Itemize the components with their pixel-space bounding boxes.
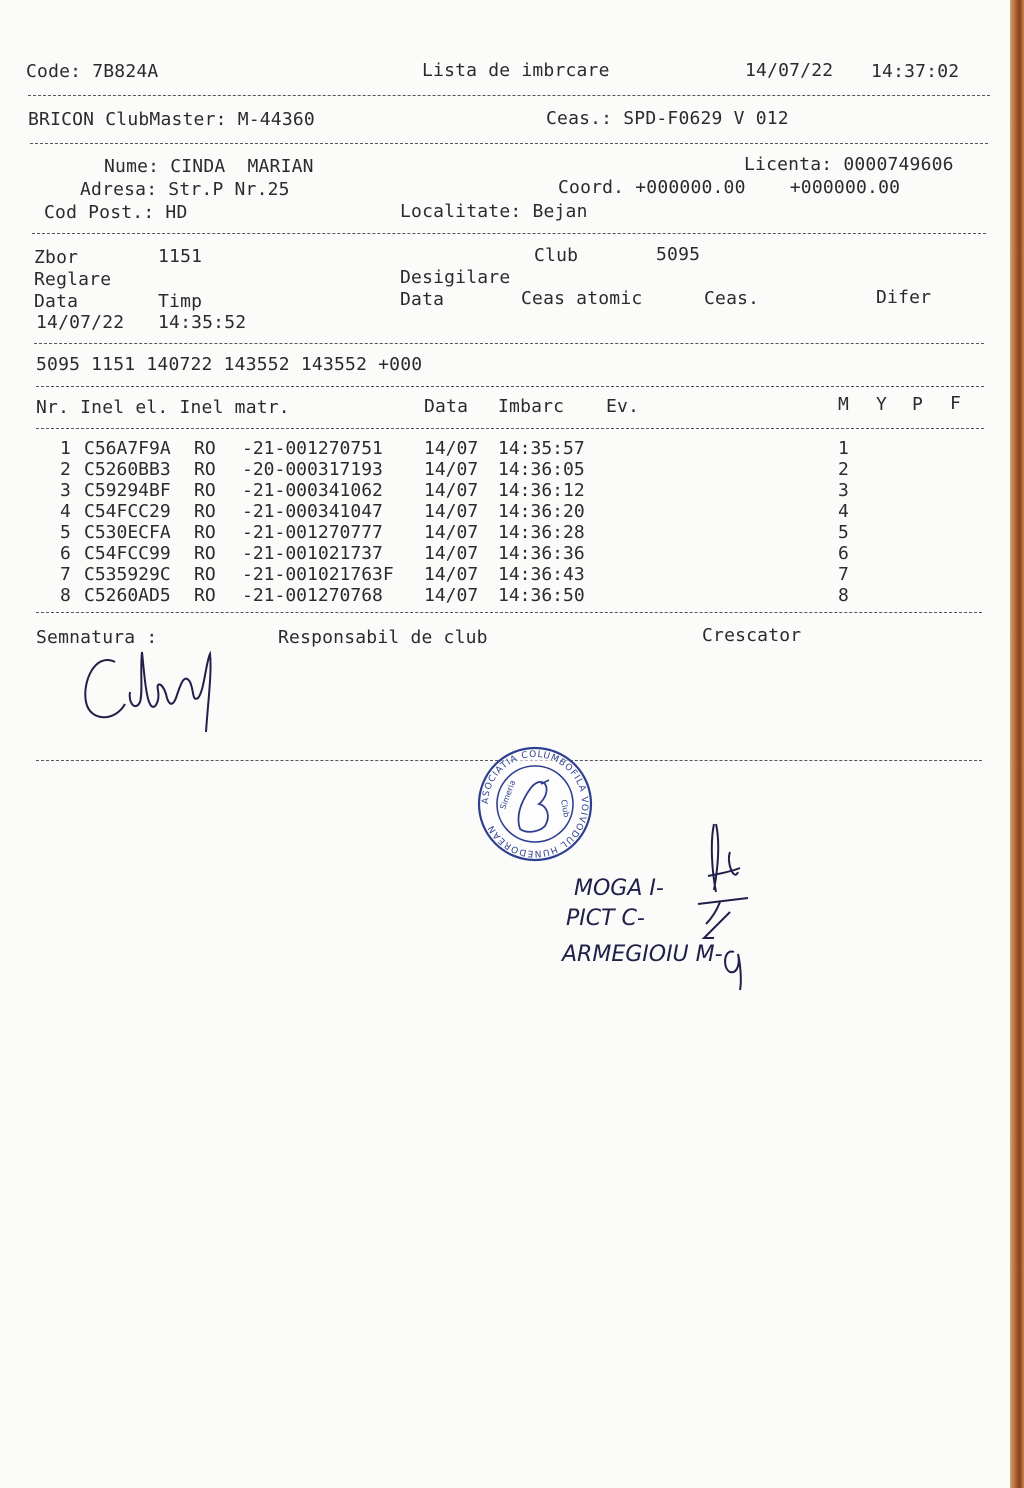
boarding-date: 14/07 [424, 543, 479, 564]
clock-column-label: Ceas. [704, 288, 760, 309]
boarding-date: 14/07 [424, 459, 479, 480]
country-code: RO [194, 564, 216, 585]
owner-postal-code: Cod Post.: HD [44, 202, 188, 223]
handwritten-name-1: MOGA I- [574, 876, 664, 901]
row-m-value: 5 [838, 522, 849, 543]
boarding-time: 14:35:57 [498, 438, 585, 459]
country-code: RO [194, 480, 216, 501]
row-m-value: 6 [838, 543, 849, 564]
reglare-time-label: Timp [158, 291, 203, 312]
row-m-value: 4 [838, 501, 849, 522]
boarding-date: 14/07 [424, 585, 479, 606]
club-stamp [475, 744, 595, 864]
electronic-ring: C59294BF [84, 480, 171, 501]
document-title: Lista de imbrcare [422, 60, 610, 81]
club-responsible-label: Responsabil de club [278, 627, 488, 648]
reglare-date-label: Data [34, 291, 79, 312]
row-m-value: 3 [838, 480, 849, 501]
boarding-time: 14:36:50 [498, 585, 585, 606]
table-header-rings: Nr. Inel el. Inel matr. [36, 397, 290, 418]
country-code: RO [194, 585, 216, 606]
paper-edge [1010, 0, 1024, 1488]
electronic-ring: C535929C [84, 564, 171, 585]
owner-name: Nume: CINDA MARIAN [104, 156, 314, 177]
electronic-ring: C530ECFA [84, 522, 171, 543]
divider [28, 95, 990, 96]
registration-ring: -21-001270768 [242, 585, 383, 606]
reglare-time: 14:35:52 [158, 312, 247, 333]
registration-ring: -21-001021763F [242, 564, 394, 585]
owner-locality: Localitate: Bejan [400, 201, 588, 222]
boarding-date: 14/07 [424, 501, 479, 522]
boarding-date: 14/07 [424, 564, 479, 585]
encoded-line: 5095 1151 140722 143552 143552 +000 [36, 354, 423, 375]
country-code: RO [194, 438, 216, 459]
boarding-time: 14:36:05 [498, 459, 585, 480]
table-header-p: P [912, 394, 924, 415]
registration-ring: -21-001270777 [242, 522, 383, 543]
stamp-right-text: Club [559, 798, 572, 819]
divider [36, 386, 984, 387]
boarding-time: 14:36:20 [498, 501, 585, 522]
row-number: 4 [60, 501, 71, 522]
table-header-m: M [838, 394, 850, 415]
handwritten-initials [690, 812, 800, 1002]
row-number: 1 [60, 438, 71, 459]
stamp-ring-text: ASOCIATIA COLUMBOFILA VOIVODUL HUNEDOREAN [480, 749, 590, 859]
desigilare-date-label: Data [400, 289, 445, 310]
row-number: 7 [60, 564, 71, 585]
registration-ring: -21-001270751 [242, 438, 383, 459]
boarding-time: 14:36:43 [498, 564, 585, 585]
document-date: 14/07/22 [745, 60, 834, 81]
table-header-f: F [950, 393, 962, 414]
registration-ring: -20-000317193 [242, 459, 383, 480]
row-number: 5 [60, 522, 71, 543]
flight-number: 1151 [158, 246, 203, 267]
table-header-date: Data [424, 396, 469, 417]
boarding-date: 14/07 [424, 480, 479, 501]
electronic-ring: C54FCC29 [84, 501, 171, 522]
stamp-left-text: Simeria [498, 779, 518, 811]
row-number: 3 [60, 480, 71, 501]
atomic-clock-label: Ceas atomic [521, 288, 643, 309]
difference-label: Difer [876, 287, 932, 308]
electronic-ring: C5260BB3 [84, 459, 171, 480]
owner-coordinates: Coord. +000000.00 +000000.00 [558, 177, 901, 198]
boarding-date: 14/07 [424, 438, 479, 459]
desigilare-label: Desigilare [400, 267, 511, 288]
boarding-time: 14:36:36 [498, 543, 585, 564]
boarding-date: 14/07 [424, 522, 479, 543]
table-header-y: Y [876, 394, 888, 415]
row-m-value: 8 [838, 585, 849, 606]
electronic-ring: C5260AD5 [84, 585, 171, 606]
registration-ring: -21-000341062 [242, 480, 383, 501]
document-code: Code: 7B824A [26, 61, 159, 82]
row-number: 6 [60, 543, 71, 564]
registration-ring: -21-000341047 [242, 501, 383, 522]
clubmaster-label: BRICON ClubMaster: M-44360 [28, 109, 315, 130]
reglare-label: Reglare [34, 269, 112, 290]
handwritten-name-3: ARMEGIOIU M- [562, 942, 723, 967]
breeder-label: Crescator [702, 625, 802, 646]
row-m-value: 1 [838, 438, 849, 459]
row-number: 8 [60, 585, 71, 606]
country-code: RO [194, 501, 216, 522]
boarding-time: 14:36:12 [498, 480, 585, 501]
divider [36, 612, 982, 613]
document-time: 14:37:02 [871, 61, 960, 82]
row-m-value: 7 [838, 564, 849, 585]
table-header-events: Ev. [606, 396, 640, 417]
table-header-boarding: Imbarc [498, 396, 565, 417]
clock-label: Ceas.: SPD-F0629 V 012 [546, 108, 789, 129]
owner-address: Adresa: Str.P Nr.25 [80, 179, 290, 200]
country-code: RO [194, 522, 216, 543]
owner-signature [80, 642, 230, 737]
country-code: RO [194, 459, 216, 480]
divider [30, 143, 988, 144]
boarding-time: 14:36:28 [498, 522, 585, 543]
divider [34, 343, 984, 344]
handwritten-name-2: PICT C- [566, 906, 645, 931]
electronic-ring: C54FCC99 [84, 543, 171, 564]
flight-label: Zbor [34, 247, 79, 268]
club-number: 5095 [656, 244, 701, 265]
divider [32, 233, 986, 234]
electronic-ring: C56A7F9A [84, 438, 171, 459]
reglare-date: 14/07/22 [36, 312, 125, 333]
row-number: 2 [60, 459, 71, 480]
country-code: RO [194, 543, 216, 564]
signature-label: Semnatura : [36, 627, 158, 648]
registration-ring: -21-001021737 [242, 543, 383, 564]
row-m-value: 2 [838, 459, 849, 480]
divider [36, 428, 984, 429]
club-label: Club [534, 245, 579, 266]
owner-license: Licenta: 0000749606 [744, 154, 954, 175]
